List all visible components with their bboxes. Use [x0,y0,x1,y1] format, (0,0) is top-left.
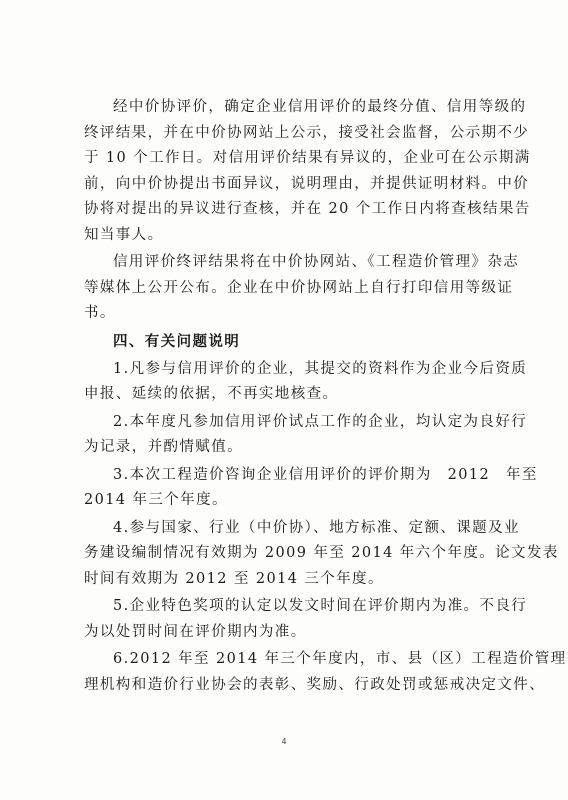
text-line: 终评结果，并在中价协网站上公示，接受社会监督，公示期不少 [84,124,530,141]
paragraph-result-publication [84,250,520,327]
paragraph-item-3 [84,463,538,514]
paragraph-evaluation-result [84,95,531,248]
page-number: 4 [281,737,287,746]
text-line: 知当事人。 [84,226,164,243]
text-line: 前，向中价协提出书面异议，说明理由，并提供证明材料。中价 [84,175,530,192]
text-line: 书。 [84,305,116,321]
text-line: 1.凡参与信用评价的企业，其提交的资料作为企业今后资质 [113,360,528,377]
text-line: 4.参与国家、行业（中价协）、地方标准、定额、课题及业 [113,519,520,536]
text-line: 于 10 个工作日。对信用评价结果有异议的，企业可在公示期满 [84,150,531,166]
text-line: 2.本年度凡参加信用评价试点工作的企业，均认定为良好行 [113,413,528,430]
text-line: 信用评价终评结果将在中价协网站、《工程造价管理》杂志 [113,254,520,270]
document-body [84,95,567,700]
text-line: 申报、延续的依据，不再实地核查。 [84,386,339,402]
text-line: 为以处罚时间在评价期内为准。 [84,623,307,640]
text-line: 经中价协评价，确定企业信用评价的最终分值、信用等级的 [113,99,527,115]
paragraph-item-1 [84,357,528,408]
text-line: 务建设编制情况有效期为 2009 年至 2014 年六个年度。论文发表 [84,545,559,561]
paragraph-item-4 [84,516,559,593]
text-line: 5.企业特色奖项的认定以发文时间在评价期内为准。不良行 [113,598,528,614]
text-line: 3.本次工程造价咨询企业信用评价的评价期为 2012 年至 [113,466,538,483]
text-line: 协将对提出的异议进行查核，并在 20 个工作日内将查核结果告 [84,201,531,217]
paragraph-item-6 [84,647,567,698]
text-line: 等媒体上公开公布。企业在中价协网站上自行打印信用等级证 [84,279,514,296]
section-heading: 四、有关问题说明 [113,333,241,350]
text-line: 2014 年三个年度。 [84,492,228,508]
text-line: 理机构和造价行业协会的表彰、奖励、行政处罚或惩戒决定文件、 [84,676,546,693]
text-line: 为记录，并酌情赋值。 [84,439,243,455]
text-line: 6.2012 年至 2014 年三个年度内，市、县（区）工程造价管理 [113,651,567,667]
paragraph-item-2 [84,410,528,461]
text-line: 时间有效期为 2012 至 2014 三个年度。 [84,570,384,587]
paragraph-item-5 [84,594,528,645]
